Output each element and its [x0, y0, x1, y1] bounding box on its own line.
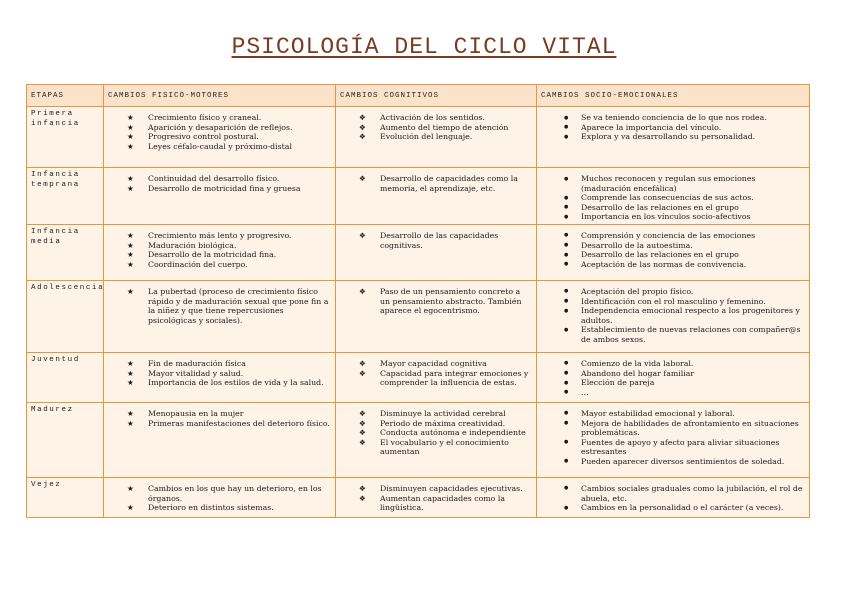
socio-list — [541, 287, 805, 345]
list-item: ★ La pubertad (proceso de crecimiento físico rápido y de maduración sexual que pone fin a la niñez y que tiene repercusiones psicológicas y sociales). — [108, 287, 331, 325]
list-item: ★ Leyes céfalo-caudal y próximo-distal — [108, 142, 331, 152]
list-item: ❖ Evolución del lenguaje. — [340, 132, 532, 142]
table-row — [27, 352, 810, 402]
list-item: ❖ Paso de un pensamiento concreto a un pensamiento abstracto. También aparece el egocentrismo. — [340, 287, 532, 316]
fisico-list — [108, 174, 331, 193]
table-row — [27, 280, 810, 352]
list-item: ❖ Desarrollo de capacidades como la memoria, el aprendizaje, etc. — [340, 174, 532, 193]
list-item: ● Cambios sociales graduales como la jubilación, el rol de abuela, etc. — [541, 484, 805, 503]
list-item: ❖ Aumentan capacidades como la lingüística. — [340, 494, 532, 513]
list-item: ★ Menopausia en la mujer — [108, 409, 331, 419]
list-item: ★ Maduración biológica. — [108, 241, 331, 251]
list-item: ❖ Mayor capacidad cognitiva — [340, 359, 532, 369]
stage-cell: Infancia media — [27, 224, 104, 280]
list-item: ● Elección de pareja — [541, 378, 805, 388]
cognitivo-list — [340, 174, 532, 193]
cognitivo-list — [340, 231, 532, 250]
list-item: ★ Fin de maduración física — [108, 359, 331, 369]
list-item: ★ Importancia de los estilos de vida y la salud. — [108, 378, 331, 388]
fisico-list — [108, 113, 331, 151]
list-item: ★ Cambios en los que hay un deterioro, en los órganos. — [108, 484, 331, 503]
cognitivo-cell — [336, 224, 537, 280]
fisico-list — [108, 359, 331, 388]
fisico-cell — [104, 168, 336, 225]
list-item: ● Aceptación de las normas de convivencia. — [541, 260, 805, 270]
cognitivo-list — [340, 359, 532, 388]
list-item: ❖ Aumento del tiempo de atención — [340, 123, 532, 133]
header-etapas: ETAPAS — [27, 85, 104, 107]
list-item: ● Establecimiento de nuevas relaciones con compañer@s de ambos sexos. — [541, 325, 805, 344]
fisico-cell — [104, 224, 336, 280]
list-item: ● Se va teniendo conciencia de lo que nos rodea. — [541, 113, 805, 123]
list-item: ● Explora y va desarrollando su personalidad. — [541, 132, 805, 142]
list-item: ● Desarrollo de las relaciones en el grupo — [541, 250, 805, 260]
list-item: ★ Progresivo control postural. — [108, 132, 331, 142]
list-item: ● Fuentes de apoyo y afecto para aliviar situaciones estresantes — [541, 438, 805, 457]
socio-list — [541, 484, 805, 513]
list-item: ● Comienzo de la vida laboral. — [541, 359, 805, 369]
list-item: ★ Aparición y desaparición de reflejos. — [108, 123, 331, 133]
socio-list — [541, 113, 805, 142]
fisico-list — [108, 484, 331, 513]
life-cycle-table — [26, 84, 810, 518]
list-item: ● Abandono del hogar familiar — [541, 369, 805, 379]
list-item: ❖ Periodo de máxima creatividad. — [340, 419, 532, 429]
list-item: ● Muchos reconocen y regulan sus emociones (maduración encefálica) — [541, 174, 805, 193]
table-row — [27, 477, 810, 517]
list-item: ● Aceptación del propio físico. — [541, 287, 805, 297]
fisico-cell — [104, 477, 336, 517]
stage-cell: Madurez — [27, 402, 104, 477]
cognitivo-cell — [336, 168, 537, 225]
table-header-row — [27, 85, 810, 107]
fisico-cell — [104, 352, 336, 402]
list-item: ★ Crecimiento más lento y progresivo. — [108, 231, 331, 241]
cognitivo-cell — [336, 402, 537, 477]
table-row — [27, 402, 810, 477]
socio-list — [541, 231, 805, 269]
socio-cell — [537, 352, 810, 402]
socio-list — [541, 409, 805, 467]
list-item: ● Pueden aparecer diversos sentimientos de soledad. — [541, 457, 805, 467]
cognitivo-list — [340, 409, 532, 457]
cognitivo-cell — [336, 352, 537, 402]
socio-cell — [537, 477, 810, 517]
cognitivo-cell — [336, 107, 537, 168]
list-item: ❖ Disminuye la actividad cerebral — [340, 409, 532, 419]
table-row — [27, 224, 810, 280]
list-item: ● Importancia en los vínculos socio-afectivos — [541, 212, 805, 222]
table-row — [27, 107, 810, 168]
list-item: ★ Continuidad del desarrollo físico. — [108, 174, 331, 184]
fisico-list — [108, 231, 331, 269]
stage-cell: Primera infancia — [27, 107, 104, 168]
socio-cell — [537, 107, 810, 168]
list-item: ❖ Activación de los sentidos. — [340, 113, 532, 123]
stage-cell: Infancia temprana — [27, 168, 104, 225]
list-item: ● Aparece la importancia del vínculo. — [541, 123, 805, 133]
socio-cell — [537, 402, 810, 477]
list-item: ❖ Conducta autónoma e independiente — [340, 428, 532, 438]
socio-cell — [537, 280, 810, 352]
header-fisico-motores: CAMBIOS FISICO-MOTORES — [104, 85, 336, 107]
list-item: ● Desarrollo de la autoestima. — [541, 241, 805, 251]
cognitivo-list — [340, 287, 532, 316]
list-item: ● Mejora de habilidades de afrontamiento en situaciones problemáticas. — [541, 419, 805, 438]
page-title: PSICOLOGÍA DEL CICLO VITAL — [231, 34, 617, 60]
fisico-cell — [104, 107, 336, 168]
socio-cell — [537, 224, 810, 280]
list-item: ● Mayor estabilidad emocional y laboral. — [541, 409, 805, 419]
list-item: ★ Coordinación del cuerpo. — [108, 260, 331, 270]
list-item: ❖ Disminuyen capacidades ejecutivas. — [340, 484, 532, 494]
list-item: ● Independencia emocional respecto a los progenitores y adultos. — [541, 306, 805, 325]
list-item: ★ Deterioro en distintos sistemas. — [108, 503, 331, 513]
list-item: ● Comprende las consecuencias de sus actos. — [541, 193, 805, 203]
list-item: ● … — [541, 388, 805, 398]
stage-cell: Adolescencia — [27, 280, 104, 352]
list-item: ● Desarrollo de las relaciones en el grupo — [541, 203, 805, 213]
list-item: ★ Desarrollo de la motricidad fina. — [108, 250, 331, 260]
list-item: ● Cambios en la personalidad o el carácter (a veces). — [541, 503, 805, 513]
table-row — [27, 168, 810, 225]
socio-cell — [537, 168, 810, 225]
cognitivo-cell — [336, 280, 537, 352]
header-socio-emocionales: CAMBIOS SOCIO-EMOCIONALES — [537, 85, 810, 107]
header-cognitivos: CAMBIOS COGNITIVOS — [336, 85, 537, 107]
list-item: ★ Primeras manifestaciones del deterioro físico. — [108, 419, 331, 429]
list-item: ★ Crecimiento físico y craneal. — [108, 113, 331, 123]
stage-cell: Juventud — [27, 352, 104, 402]
list-item: ❖ El vocabulario y el conocimiento aumentan — [340, 438, 532, 457]
list-item: ❖ Desarrollo de las capacidades cognitivas. — [340, 231, 532, 250]
cognitivo-list — [340, 484, 532, 513]
list-item: ● Identificación con el rol masculino y femenino. — [541, 297, 805, 307]
list-item: ★ Mayor vitalidad y salud. — [108, 369, 331, 379]
fisico-list — [108, 287, 331, 325]
list-item: ★ Desarrollo de motricidad fina y gruesa — [108, 184, 331, 194]
stage-cell: Vejez — [27, 477, 104, 517]
list-item: ● Comprensión y conciencia de las emociones — [541, 231, 805, 241]
fisico-list — [108, 409, 331, 428]
fisico-cell — [104, 280, 336, 352]
cognitivo-cell — [336, 477, 537, 517]
socio-list — [541, 174, 805, 222]
fisico-cell — [104, 402, 336, 477]
socio-list — [541, 359, 805, 397]
cognitivo-list — [340, 113, 532, 142]
list-item: ❖ Capacidad para integrar emociones y comprender la influencia de estas. — [340, 369, 532, 388]
